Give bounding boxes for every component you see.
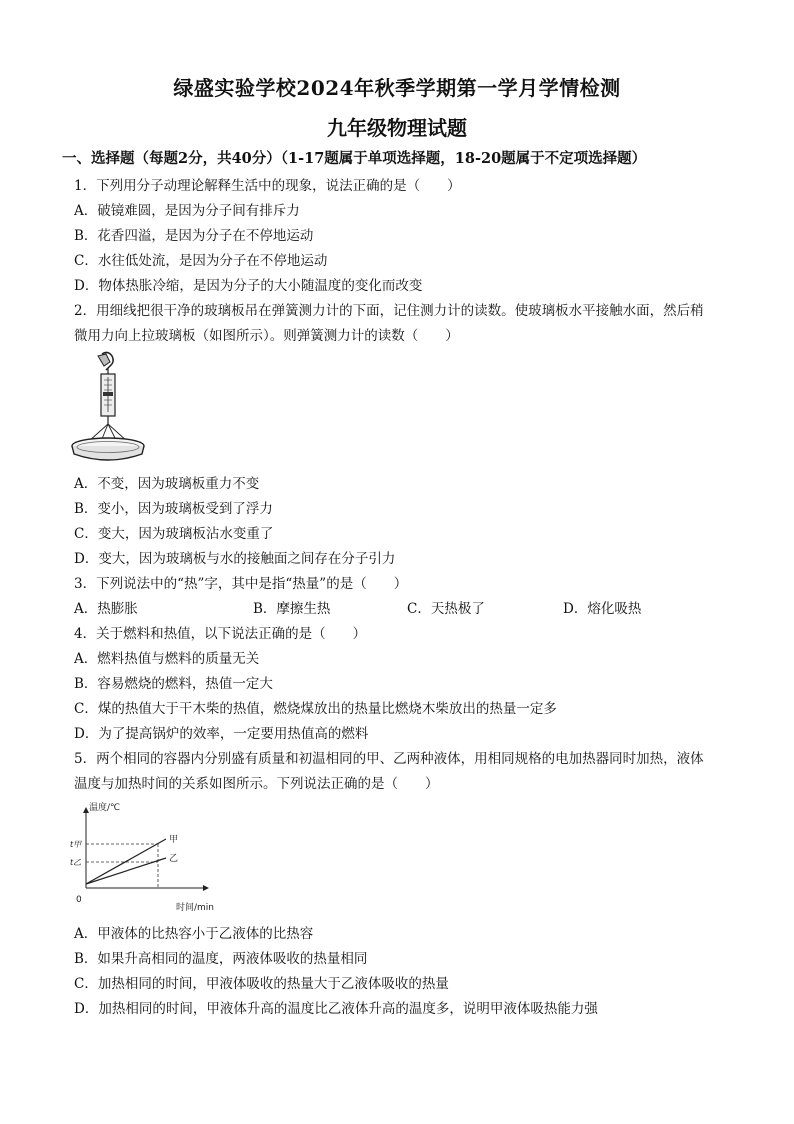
q1-option-a: A．破镜难圆，是因为分子间有排斥力 bbox=[74, 203, 300, 219]
temperature-time-graph bbox=[68, 798, 228, 916]
q5-option-a: A．甲液体的比热容小于乙液体的比热容 bbox=[74, 926, 314, 942]
q1-option-b: B．花香四溢，是因为分子在不停地运动 bbox=[74, 228, 314, 244]
school-title: 绿盛实验学校2024年秋季学期第一学月学情检测 bbox=[173, 76, 621, 100]
q4-option-a: A．燃料热值与燃料的质量无关 bbox=[74, 651, 260, 667]
q2-option-b: B．变小，因为玻璃板受到了浮力 bbox=[74, 501, 273, 517]
x-axis-label: 时间/min bbox=[176, 903, 215, 913]
q5-option-d: D．加热相同的时间，甲液体升高的温度比乙液体升高的温度多，说明甲液体吸热能力强 bbox=[74, 1001, 598, 1017]
q1-option-d: D．物体热胀冷缩，是因为分子的大小随温度的变化而改变 bbox=[74, 278, 423, 294]
q1-stem: 1．下列用分子动理论解释生活中的现象，说法正确的是（ ） bbox=[74, 178, 461, 194]
section-heading: 一、选择题（每题2分，共40分）（1-17题属于单项选择题，18-20题属于不定项选择题） bbox=[62, 150, 647, 167]
q3-option-a: A．热膨胀 bbox=[74, 601, 138, 617]
t-jia-label: t甲 bbox=[70, 840, 82, 849]
q2-stem-line1: 2．用细线把很干净的玻璃板吊在弹簧测力计的下面，记住测力计的读数。使玻璃板水平接触水面，然后稍 bbox=[74, 303, 704, 319]
t-yi-label: t乙 bbox=[70, 858, 82, 867]
line-jia-label: 甲 bbox=[169, 835, 179, 845]
q2-stem-line2: 微用力向上拉玻璃板（如图所示）。则弹簧测力计的读数（ ） bbox=[74, 328, 459, 344]
spring-scale-figure bbox=[70, 350, 150, 466]
y-axis-label: 温度/℃ bbox=[89, 803, 121, 813]
q2-option-a: A．不变，因为玻璃板重力不变 bbox=[74, 476, 260, 492]
q5-option-c: C．加热相同的时间，甲液体吸收的热量大于乙液体吸收的热量 bbox=[74, 976, 449, 992]
q5-stem-line1: 5．两个相同的容器内分别盛有质量和初温相同的甲、乙两种液体，用相同规格的电加热器同时加热，液体 bbox=[74, 751, 704, 767]
q3-stem: 3．下列说法中的“热”字，其中是指“热量”的是（ ） bbox=[74, 576, 408, 592]
q5-option-b: B．如果升高相同的温度，两液体吸收的热量相同 bbox=[74, 951, 368, 967]
q2-option-d: D．变大，因为玻璃板与水的接触面之间存在分子引力 bbox=[74, 551, 396, 567]
q4-option-d: D．为了提高锅炉的效率，一定要用热值高的燃料 bbox=[74, 726, 369, 742]
q3-option-c: C．天热极了 bbox=[407, 601, 485, 617]
q1-option-c: C．水往低处流，是因为分子在不停地运动 bbox=[74, 253, 328, 269]
q4-option-c: C．煤的热值大于干木柴的热值，燃烧煤放出的热量比燃烧木柴放出的热量一定多 bbox=[74, 701, 557, 717]
q4-stem: 4．关于燃料和热值，以下说法正确的是（ ） bbox=[74, 626, 367, 642]
q4-option-b: B．容易燃烧的燃料，热值一定大 bbox=[74, 676, 273, 692]
origin-label: 0 bbox=[76, 895, 82, 905]
q5-stem-line2: 温度与加热时间的关系如图所示。下列说法正确的是（ ） bbox=[74, 776, 439, 792]
line-yi-label: 乙 bbox=[169, 854, 179, 864]
subject-title: 九年级物理试题 bbox=[327, 116, 467, 140]
q3-option-d: D．熔化吸热 bbox=[563, 601, 642, 617]
q3-option-b: B．摩擦生热 bbox=[253, 601, 331, 617]
q2-option-c: C．变大，因为玻璃板沾水变重了 bbox=[74, 526, 274, 542]
